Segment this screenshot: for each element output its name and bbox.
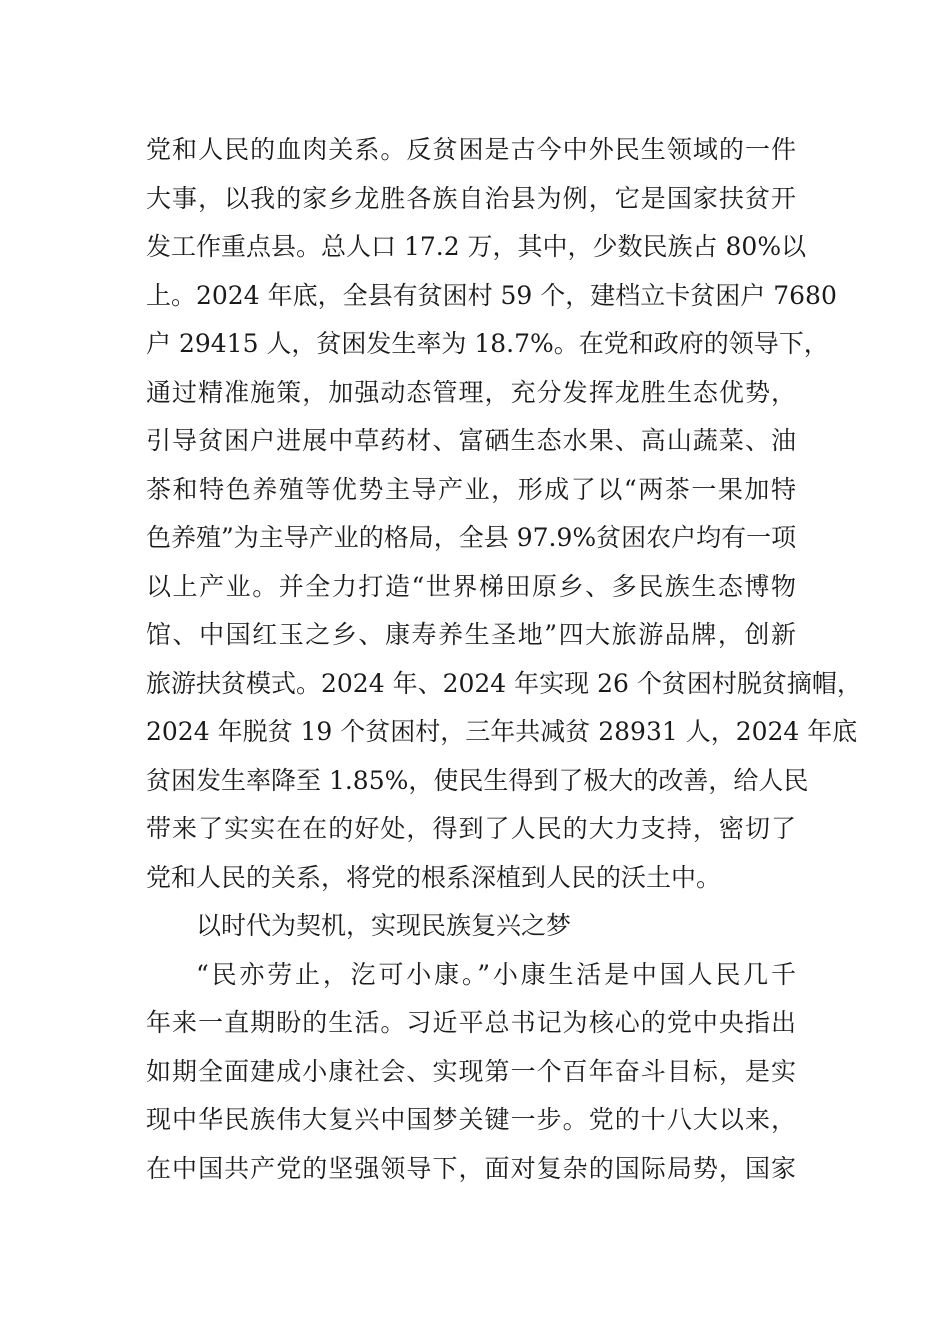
text-line: 通过精准施策，加强动态管理，充分发挥龙胜生态优势，: [146, 377, 796, 407]
text-line: 发工作重点县。总人口 17.2 万，其中，少数民族占 80%以: [146, 232, 807, 261]
text-line: 带来了实实在在的好处，得到了人民的大力支持，密切了: [146, 814, 796, 843]
text-line: 如期全面建成小康社会、实现第一个百年奋斗目标，是实: [146, 1056, 796, 1086]
text-line: 年来一直期盼的生活。习近平总书记为核心的党中央指出: [146, 1008, 796, 1037]
text-line: 上。2024 年底，全县有贫困村 59 个，建档立卡贫困户 7680: [146, 280, 837, 310]
text-line: 户 29415 人，贫困发生率为 18.7%。在党和政府的领导下，: [146, 329, 829, 358]
text-line: 茶和特色养殖等优势主导产业，形成了以“两茶一果加特: [146, 474, 796, 504]
text-line: 馆、中国红玉之乡、康寿养生圣地”四大旅游品牌，创新: [146, 620, 796, 649]
text-line: 旅游扶贫模式。2024 年、2024 年实现 26 个贫困村脱贫摘帽，: [146, 668, 862, 698]
text-line: 现中华民族伟大复兴中国梦关键一步。党的十八大以来，: [146, 1105, 796, 1134]
text-line: 大事，以我的家乡龙胜各族自治县为例，它是国家扶贫开: [146, 183, 796, 213]
text-line: 2024 年脱贫 19 个贫困村，三年共减贫 28931 人，2024 年底: [146, 717, 858, 746]
body-text: [146, 126, 862, 1193]
text-line: 在中国共产党的坚强领导下，面对复杂的国际局势，国家: [146, 1153, 796, 1183]
text-line: “民亦劳止，汔可小康。”小康生活是中国人民几千: [196, 959, 796, 989]
text-line: 党和人民的关系，将党的根系深植到人民的沃土中。: [146, 862, 722, 892]
text-line: 党和人民的血肉关系。反贫困是古今中外民生领域的一件: [146, 135, 796, 164]
text-line: 以上产业。并全力打造“世界梯田原乡、多民族生态博物: [146, 571, 796, 601]
text-line: 贫困发生率降至 1.85%，使民生得到了极大的改善，给人民: [146, 765, 809, 795]
text-line: 引导贫困户进展中草药材、富硒生态水果、高山蔬菜、油: [146, 426, 796, 455]
text-line: 色养殖”为主导产业的格局，全县 97.9%贫困农户均有一项: [146, 523, 797, 552]
section-heading: 以时代为契机，实现民族复兴之梦: [196, 911, 572, 940]
